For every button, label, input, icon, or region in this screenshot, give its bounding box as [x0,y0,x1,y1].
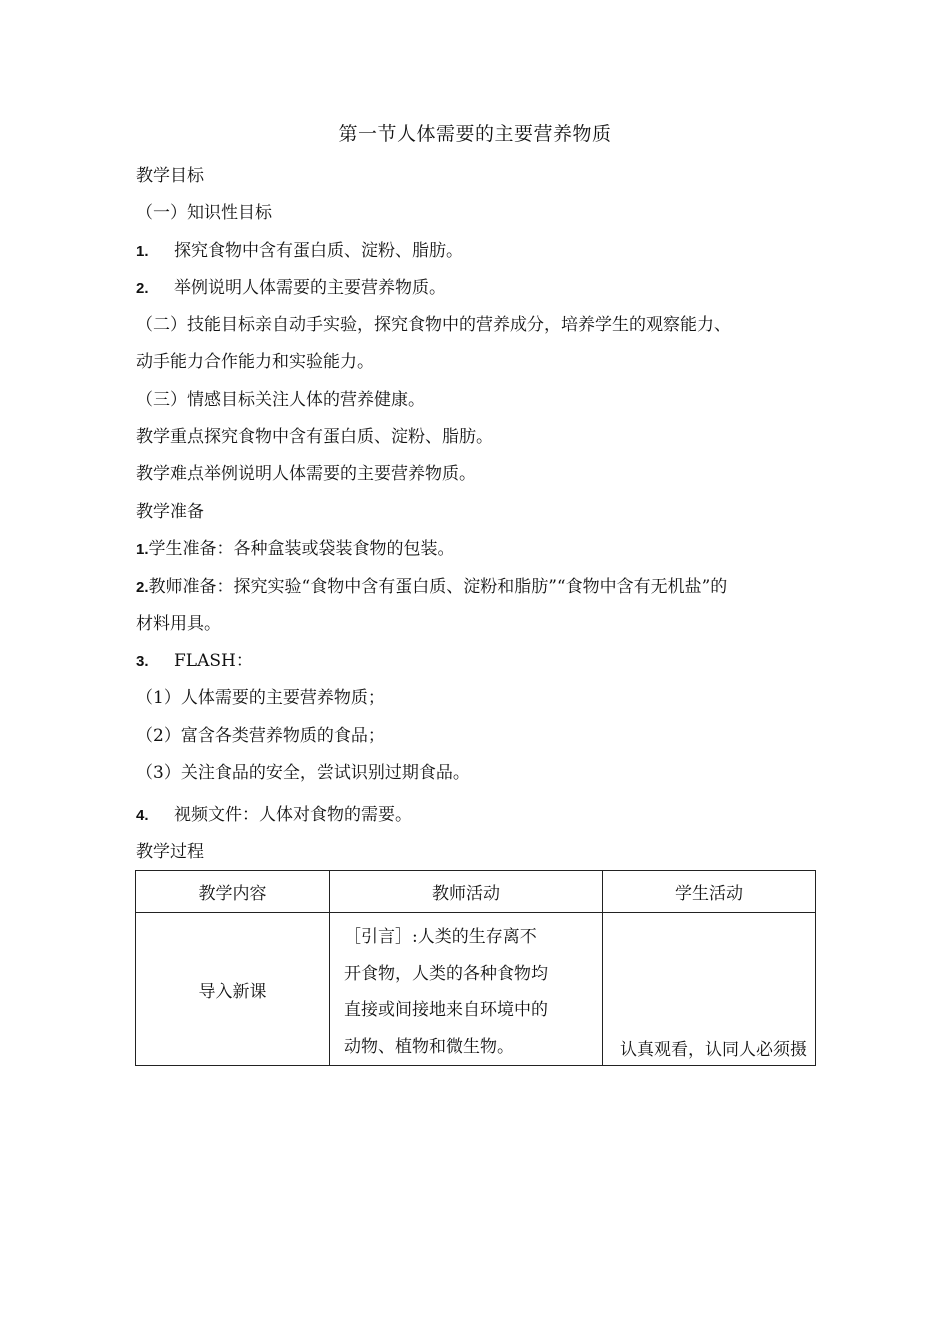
item-number: 1. [136,541,149,558]
content-cell: 导入新课 [136,913,330,1066]
item-number: 2. [136,280,149,297]
knowledge-objective-heading: （一）知识性目标 [136,203,272,223]
process-heading: 教学过程 [136,842,204,862]
preparation-item-4 [136,804,412,827]
preparation-item-1 [136,538,455,561]
preparation-heading: 教学准备 [136,502,204,522]
item-number: 4. [136,807,149,824]
knowledge-objective-1 [136,240,463,263]
objectives-heading: 教学目标 [136,166,204,186]
skill-objective-line-1: （二）技能目标亲自动手实验，探究食物中的营养成分，培养学生的观察能力、 [136,315,731,335]
teacher-activity-line: ［引言］:人类的生存离不 [344,927,537,947]
teacher-activity-cell [330,913,603,1066]
item-number: 2. [136,579,149,596]
item-number: 3. [136,653,149,670]
table-row [136,913,816,1066]
teacher-activity-line: 动物、植物和微生物。 [344,1036,514,1057]
teacher-activity-line: 开食物，人类的各种食物均 [344,963,548,984]
teaching-process-table [135,870,816,1066]
flash-item-3: （3）关注食品的安全，尝试识别过期食品。 [136,763,470,783]
item-text: 举例说明人体需要的主要营养物质。 [174,278,446,298]
column-header-student: 学生活动 [603,871,816,913]
item-text: 学生准备：各种盒装或袋装食物的包装。 [148,539,455,559]
item-text: 教师准备：探究实验“食物中含有蛋白质、淀粉和脂肪”“食物中含有无机盐”的 [148,577,728,597]
preparation-item-3 [136,650,253,673]
page-title: 第一节人体需要的主要营养物质 [338,123,612,145]
emotion-objective: （三）情感目标关注人体的营养健康。 [136,390,425,410]
flash-item-2: （2）富含各类营养物质的食品； [136,726,385,746]
teacher-activity-line: 直接或间接地来自环境中的 [344,1000,548,1020]
item-number: 1. [136,243,149,260]
student-activity-cell: 认真观看，认同人必须摄 [603,913,816,1066]
key-point: 教学重点探究食物中含有蛋白质、淀粉、脂肪。 [136,427,493,447]
table-header-row [136,871,816,913]
column-header-content: 教学内容 [136,871,330,913]
column-header-teacher: 教师活动 [330,871,603,913]
item-text: 视频文件：人体对食物的需要。 [174,805,412,825]
skill-objective-line-2: 动手能力合作能力和实验能力。 [136,352,374,372]
difficulty: 教学难点举例说明人体需要的主要营养物质。 [136,464,476,484]
flash-item-1: （1）人体需要的主要营养物质； [136,688,385,708]
preparation-item-2-continued: 材料用具。 [136,614,221,634]
knowledge-objective-2 [136,277,446,300]
preparation-item-2 [136,576,727,599]
item-text: FLASH： [174,651,253,671]
item-text: 探究食物中含有蛋白质、淀粉、脂肪。 [174,241,463,261]
